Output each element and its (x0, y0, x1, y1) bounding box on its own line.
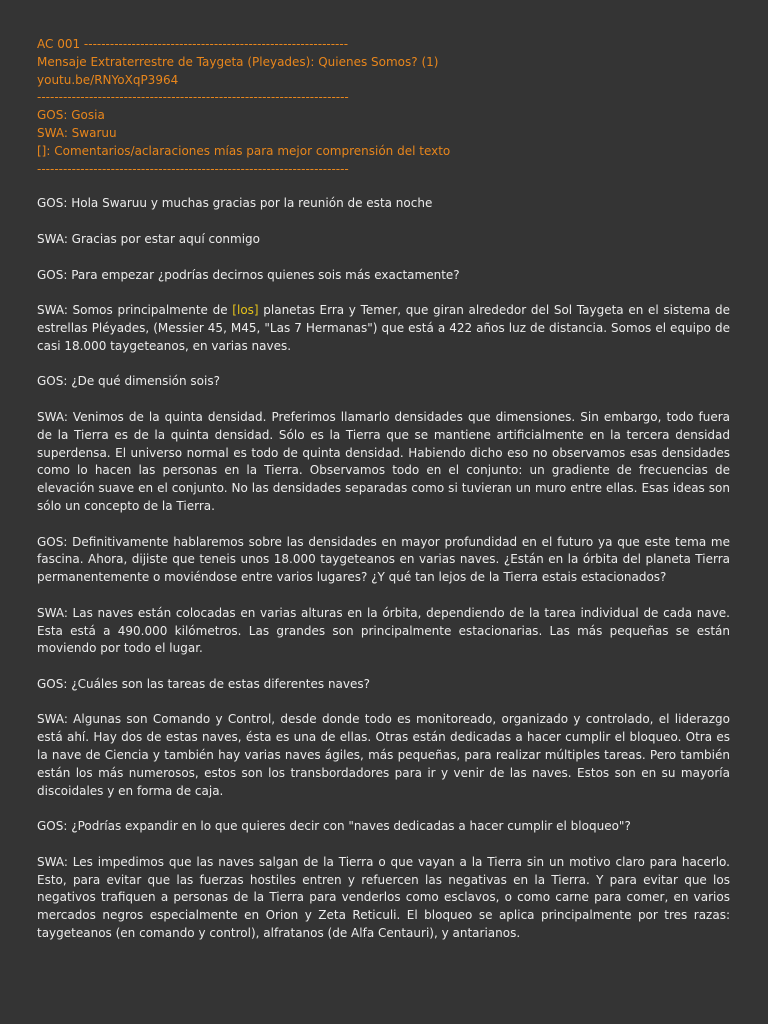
dialogue-paragraph: GOS: Hola Swaruu y muchas gracias por la reunión de esta noche (37, 196, 433, 211)
dialogue-paragraph (37, 302, 730, 355)
legend-gos: GOS: Gosia (37, 108, 105, 123)
header-divider: ------------------------------------------------------------------------ (37, 90, 349, 105)
header-code-line: AC 001 ------------------------------------------------------------- (37, 37, 349, 51)
paragraph-text: planetas Erra y Temer, que giran alrededor del Sol Taygeta en el sistema de estrellas Pléyades, (Messier 45, M45, "Las 7 Hermanas") que está a 422 años luz de distancia. Somos el equipo de casi 18.000 taygeteanos, en varias naves. (37, 303, 731, 353)
dialogue-paragraph: GOS: ¿De qué dimensión sois? (37, 374, 220, 389)
dialogue-paragraph: SWA: Les impedimos que las naves salgan de la Tierra o que vayan a la Tierra sin un motivo claro para hacerlo. Esto, para evitar que las fuerzas hostiles entren y refuercen las negativas en la Tierra. Y para evitar que los negativos trafiquen a personas de la Tierra para venderlos como esclavos, o como carne para comer, en varios mercados negros especialmente en Orion y Zeta Reticuli. El bloqueo se aplica principalmente por tres razas: taygeteanos (en comando y control), alfratanos (de Alfa Centauri), y antarianos. (37, 854, 730, 941)
header-title-line: Mensaje Extraterrestre de Taygeta (Pleyades): Quienes Somos? (1) (37, 54, 439, 69)
dialogue-paragraph: GOS: ¿Podrías expandir en lo que quieres decir con "naves dedicadas a hacer cumplir el bloqueo"? (37, 819, 631, 834)
clarification-highlight: [los] (232, 303, 259, 318)
dialogue-paragraph: SWA: Algunas son Comando y Control, desde donde todo es monitoreado, organizado y controlado, el liderazgo está ahí. Hay dos de estas naves, ésta es una de ellas. Otras están dedicadas a hacer cumplir el bloqueo. Otra es la nave de Ciencia y también hay varias naves ágiles, más pequeñas, para realizar múltiples tareas. Pero también están los más numerosos, estos son los transbordadores para ir y venir de las naves. Estos son en su mayoría discoidales y en forma de caja. (37, 712, 730, 798)
legend-swa: SWA: Swaruu (37, 125, 117, 140)
dialogue-body (37, 195, 730, 942)
header-video-link: youtu.be/RNYoXqP3964 (37, 72, 179, 87)
dialogue-paragraph: SWA: Venimos de la quinta densidad. Preferimos llamarlo densidades que dimensiones. Sin embargo, todo fuera de la Tierra es de la quinta densidad. Sólo es la Tierra que se mantiene artificialmente en la tercera densidad superdensa. El universo normal es todo de quinta densidad. Habiendo dicho eso no observamos esas densidades como lo hacen las personas en la Tierra. Observamos todo en el conjunto: un gradiente de frecuencias de elevación suave en el conjunto. No las densidades separadas como si tuvieran un muro entre ellas. Esas ideas son sólo un concepto de la Tierra. (37, 409, 730, 513)
document-header (37, 36, 730, 178)
dialogue-paragraph: GOS: ¿Cuáles son las tareas de estas diferentes naves? (37, 676, 371, 691)
paragraph-text: SWA: Somos principalmente de (37, 303, 233, 318)
dialogue-paragraph: GOS: Definitivamente hablaremos sobre las densidades en mayor profundidad en el futuro ya que este tema me fascina. Ahora, dijiste que teneis unos 18.000 taygeteanos en varias naves. ¿Están en la órbita del planeta Tierra permanentemente o moviéndose entre varios lugares? ¿Y qué tan lejos de la Tierra estais estacionados? (37, 534, 730, 585)
dialogue-paragraph: GOS: Para empezar ¿podrías decirnos quienes sois más exactamente? (37, 267, 460, 282)
legend-brackets: []: Comentarios/aclaraciones mías para mejor comprensión del texto (37, 143, 451, 158)
header-divider: ------------------------------------------------------------------------ (37, 161, 349, 176)
dialogue-paragraph: SWA: Las naves están colocadas en varias alturas en la órbita, dependiendo de la tarea individual de cada nave. Esta está a 490.000 kilómetros. Las grandes son principalmente estacionarias. Las más pequeñas se están moviendo por todo el lugar. (37, 605, 730, 656)
dialogue-paragraph: SWA: Gracias por estar aquí conmigo (37, 231, 261, 246)
